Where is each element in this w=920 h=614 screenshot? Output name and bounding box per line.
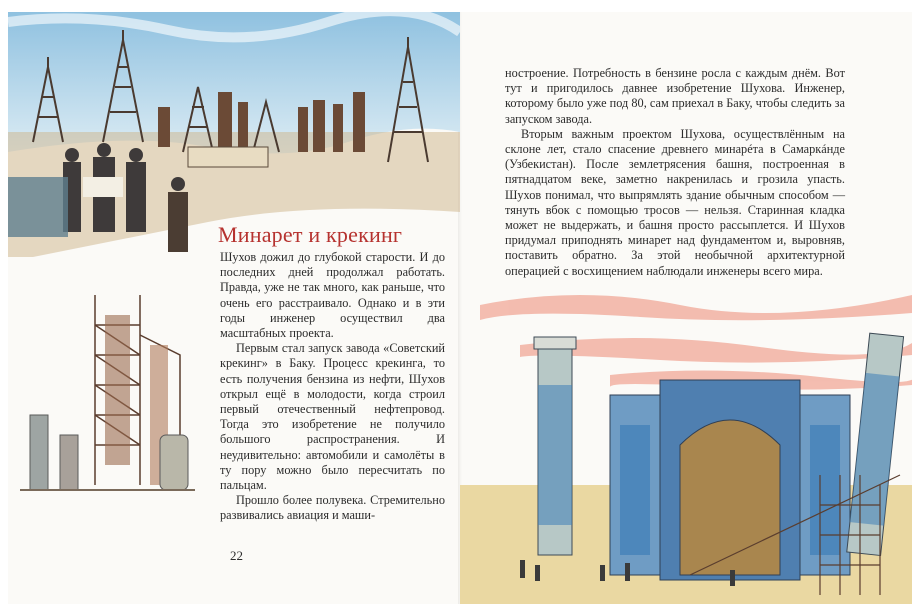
page-number: 22 [230,548,243,563]
right-page-text [505,66,845,279]
right-paragraph-1: ностроение. Потребность в бензине росла с каждым днём. Вот тут и пригодилось давнее изобретение Шухова. Инженер, которому было уже под 80, сам приехал в Баку, чтобы следить за запуском завода. [505,66,845,126]
samarkand-madrasa-illustration [460,275,912,604]
chapter-title: Минарет и крекинг [218,222,403,247]
cracking-plant-illustration [20,285,195,500]
right-paragraph-2: Вторым важным проектом Шухова, осуществлённым на склоне лет, стало спасение древнего минарéта в Самаркáнде (Узбекистан). После землетрясения башня, построенная в пятнадцатом веке, заметно накренилась и грозила упасть. Шухов понимал, что выпрямлять здание обычным способом — тянуть вбок с помощью тросов — нельзя. Старинная кладка может не выдержать, и башня просто рассыплется. И Шухов придумал приподнять минарет над фундаментом и, выровняв, поставить обратно. За этой необычной архитектурной операцией с восхищением наблюдали инженеры всего мира. [505,126,845,278]
left-page-text [220,250,445,524]
oil-derricks-illustration [8,12,460,257]
left-paragraph-2: Первым стал запуск завода «Советский крекинг» в Баку. Процесс крекинга, то есть получения бензина из нефти, Шухов открыл ещё в молодости, когда строил первый отечественный нефтепровод. Тогда это изобретение не получило большого распространения. И неудивительно: автомобили и самолёты в ту пору можно было пересчитать по пальцам. [220,341,445,493]
left-paragraph-1: Шухов дожил до глубокой старости. И до последних дней продолжал работать. Правда, уже не так много, как раньше, что очень его расстраивало. Однако и в эти годы инженер осуществил два масштабных проекта. [220,250,445,341]
left-paragraph-3: Прошло более полувека. Стремительно развивались авиация и маши- [220,493,445,523]
